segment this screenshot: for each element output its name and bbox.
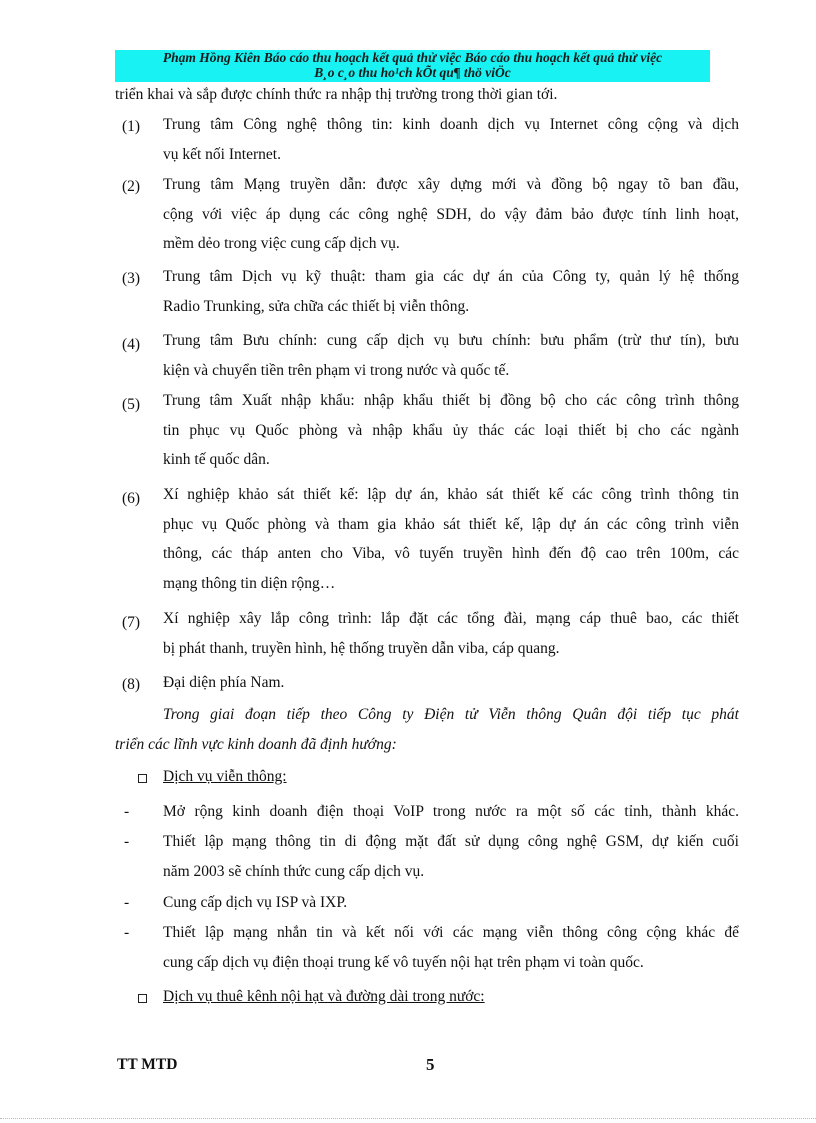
item-line: Trung tâm Công nghệ thông tin: kinh doanh dịch vụ Internet công cộng và dịch bbox=[163, 116, 739, 133]
list-item bbox=[163, 797, 739, 827]
list-item bbox=[163, 326, 739, 385]
intro-line: triển khai và sắp được chính thức ra nhập thị trường trong thời gian tới. bbox=[115, 86, 558, 103]
item-line: phục vụ Quốc phòng và tham gia khảo sát thiết kế, lập dự án các công trình viễn bbox=[163, 515, 739, 533]
item-line: Trung tâm Bưu chính: cung cấp dịch vụ bưu chính: bưu phẩm (trừ thư tín), bưu bbox=[163, 332, 739, 349]
dash-bullet: - bbox=[124, 833, 130, 850]
section-title-telecom: Dịch vụ viễn thông: bbox=[163, 768, 287, 785]
item-number: (4) bbox=[122, 336, 141, 353]
list-item bbox=[163, 262, 739, 321]
dash-bullet: - bbox=[124, 894, 130, 911]
item-line: Thiết lập mạng nhắn tin và kết nối với các mạng viễn thông công cộng khác để bbox=[163, 924, 739, 941]
item-line: cộng với việc áp dụng các công nghệ SDH, do vậy đảm bảo được tính linh hoạt, bbox=[163, 205, 739, 223]
italic-paragraph-line-1: Trong giai đoạn tiếp theo Công ty Điện tử Viễn thông Quân đội tiếp tục phát bbox=[163, 706, 739, 723]
section-title-leased-lines: Dịch vụ thuê kênh nội hạt và đường dài trong nước: bbox=[163, 988, 485, 1005]
item-line: bị phát thanh, truyền hình, hệ thống truyền dẫn viba, cáp quang. bbox=[163, 639, 560, 657]
header-line-2: B¸o c¸o thu ho¹ch kÕt qu¶ thö viÖc bbox=[314, 65, 511, 80]
item-number: (6) bbox=[122, 490, 141, 507]
item-line: Radio Trunking, sửa chữa các thiết bị viễn thông. bbox=[163, 297, 470, 315]
square-bullet-icon bbox=[138, 994, 147, 1003]
item-line: thông, các tháp anten cho Viba, vô tuyến truyền hình đến độ cao trên 100m, các bbox=[163, 545, 739, 562]
list-item bbox=[163, 110, 739, 169]
item-line: mềm dẻo trong việc cung cấp dịch vụ. bbox=[163, 235, 400, 252]
item-line: năm 2003 sẽ chính thức cung cấp dịch vụ. bbox=[163, 862, 425, 880]
item-number: (7) bbox=[122, 614, 141, 631]
item-line: Đại diện phía Nam. bbox=[163, 674, 285, 691]
item-line: Xí nghiệp xây lắp công trình: lắp đặt các tổng đài, mạng cáp thuê bao, các thiết bbox=[163, 610, 739, 627]
list-item bbox=[163, 170, 739, 259]
item-line: Mở rộng kinh doanh điện thoại VoIP trong nước ra một số các tỉnh, thành khác. bbox=[163, 803, 739, 820]
dash-bullet: - bbox=[124, 924, 130, 941]
item-number: (5) bbox=[122, 396, 141, 413]
page-header bbox=[115, 50, 710, 82]
item-line: mạng thông tin diện rộng… bbox=[163, 574, 336, 592]
list-item bbox=[163, 668, 739, 698]
item-line: cung cấp dịch vụ điện thoại trung kế vô tuyến nội hạt trên phạm vi toàn quốc. bbox=[163, 953, 644, 971]
item-line: Trung tâm Mạng truyền dẫn: được xây dựng mới và đồng bộ ngay tõ ban đầu, bbox=[163, 176, 739, 193]
item-line: kinh tế quốc dân. bbox=[163, 451, 270, 468]
dash-bullet: - bbox=[124, 803, 130, 820]
footer-label: TT MTD bbox=[117, 1056, 178, 1073]
item-number: (2) bbox=[122, 178, 141, 195]
page-number: 5 bbox=[426, 1055, 435, 1074]
item-number: (1) bbox=[122, 118, 141, 135]
list-item bbox=[163, 386, 739, 475]
item-line: Cung cấp dịch vụ ISP và IXP. bbox=[163, 894, 348, 911]
item-line: Thiết lập mạng thông tin di động mặt đất sử dụng công nghệ GSM, dự kiến cuối bbox=[163, 833, 739, 850]
list-item bbox=[163, 918, 739, 977]
square-bullet-icon bbox=[138, 774, 147, 783]
item-line: Xí nghiệp khảo sát thiết kế: lập dự án, khảo sát thiết kế các công trình thông tin bbox=[163, 486, 739, 503]
list-item bbox=[163, 827, 739, 886]
list-item bbox=[163, 604, 739, 663]
list-item bbox=[163, 888, 739, 918]
page-bottom-divider bbox=[0, 1118, 816, 1119]
italic-paragraph-line-2: triển các lĩnh vực kinh doanh đã định hướng: bbox=[115, 736, 397, 753]
item-number: (8) bbox=[122, 676, 141, 693]
item-line: tin phục vụ Quốc phòng và nhập khẩu ủy thác các loại thiết bị cho các ngành bbox=[163, 421, 739, 439]
item-line: Trung tâm Xuất nhập khẩu: nhập khẩu thiết bị đồng bộ cho các công trình thông bbox=[163, 392, 739, 409]
item-line: kiện và chuyển tiền trên phạm vi trong nước và quốc tế. bbox=[163, 361, 510, 379]
list-item bbox=[163, 480, 739, 598]
item-line: vụ kết nối Internet. bbox=[163, 145, 281, 163]
item-number: (3) bbox=[122, 270, 141, 287]
item-line: Trung tâm Dịch vụ kỹ thuật: tham gia các dự án của Công ty, quản lý hệ thống bbox=[163, 268, 739, 285]
header-line-1: Phạm Hồng Kiên Báo cáo thu hoạch kết quả thử việc Báo cáo thu hoạch kết quả thử việc bbox=[162, 50, 663, 65]
